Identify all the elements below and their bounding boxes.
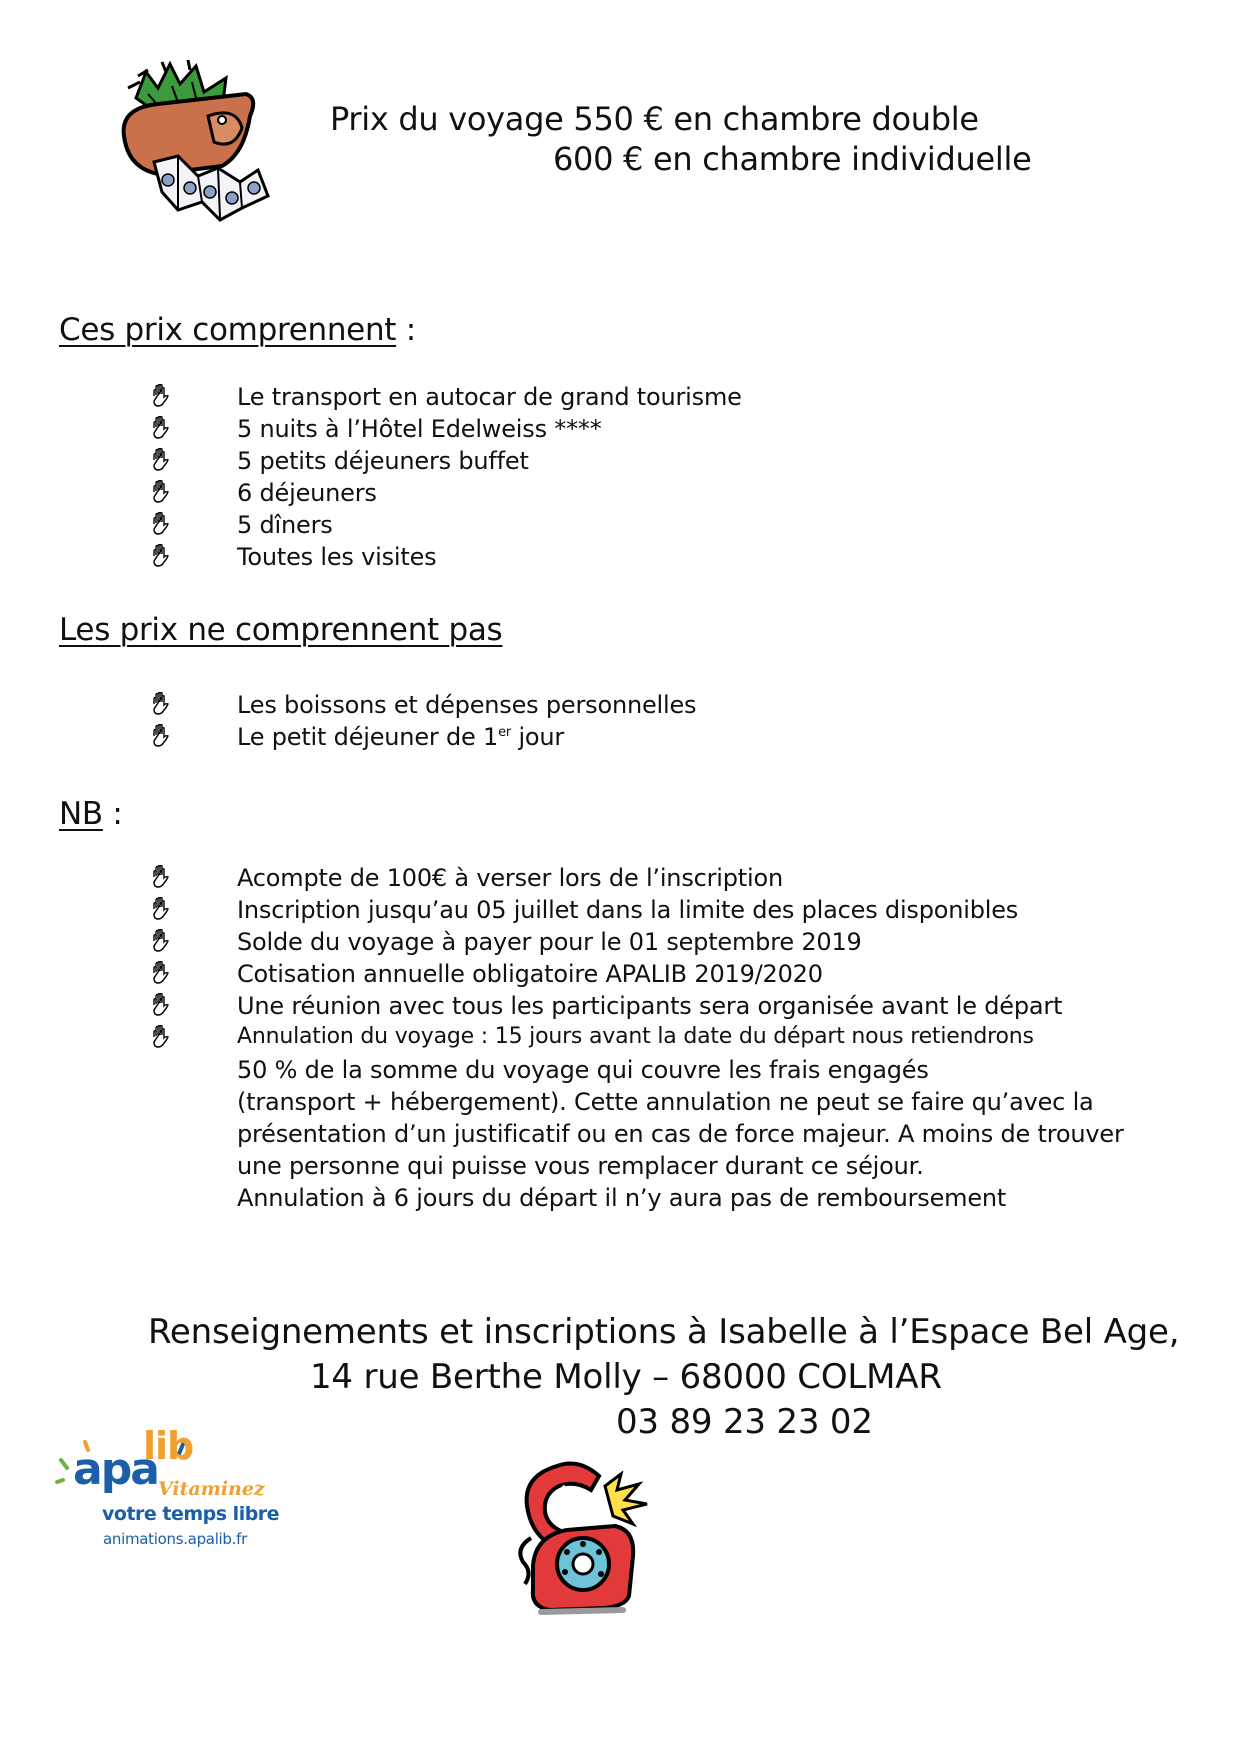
pointing-hand-icon <box>150 897 172 921</box>
apalib-logo <box>55 1424 285 1568</box>
list-item-text: 5 petits déjeuners buffet <box>237 447 529 475</box>
nb-heading-text: NB <box>59 796 103 832</box>
address-line: 14 rue Berthe Molly – 68000 COLMAR <box>310 1357 942 1397</box>
list-item <box>0 511 1240 543</box>
list-item-text <box>237 723 564 751</box>
phone-number: 03 89 23 23 02 <box>616 1402 873 1442</box>
price-single: 600 € en chambre individuelle <box>553 140 1032 178</box>
list-item <box>0 960 1240 992</box>
list-item-text: Les boissons et dépenses personnelles <box>237 691 697 719</box>
list-item-text: Acompte de 100€ à verser lors de l’inscription <box>237 864 783 892</box>
nb-heading <box>59 796 123 832</box>
list-item <box>0 415 1240 447</box>
list-item <box>0 1024 1240 1056</box>
ringing-telephone-icon <box>505 1456 655 1616</box>
pointing-hand-icon <box>150 865 172 889</box>
list-item <box>0 723 1240 755</box>
contact-line: Renseignements et inscriptions à Isabelle à l’Espace Bel Age, <box>148 1312 1180 1352</box>
list-item <box>0 928 1240 960</box>
list-item-text: Une réunion avec tous les participants sera organisée avant le départ <box>237 992 1063 1020</box>
cancellation-line: une personne qui puisse vous remplacer durant ce séjour. <box>237 1152 924 1180</box>
excluded-heading-text: Les prix ne comprennent pas <box>59 612 503 648</box>
logo-url: animations.apalib.fr <box>103 1530 247 1548</box>
ordinal-sup: er <box>498 725 512 740</box>
included-heading-text: Ces prix comprennent <box>59 312 397 348</box>
list-item-text: Solde du voyage à payer pour le 01 septembre 2019 <box>237 928 862 956</box>
cancellation-line: 50 % de la somme du voyage qui couvre les frais engagés <box>237 1056 929 1084</box>
logo-tagline-vitaminez: Vitaminez <box>158 1478 265 1500</box>
list-item <box>0 691 1240 723</box>
pointing-hand-icon <box>150 448 172 472</box>
logo-tagline: votre temps libre <box>102 1503 280 1525</box>
pointing-hand-icon <box>150 544 172 568</box>
list-item <box>0 383 1240 415</box>
pointing-hand-icon <box>150 512 172 536</box>
pointing-hand-icon <box>150 1025 172 1049</box>
logo-apa: apa <box>73 1444 158 1495</box>
price-double: Prix du voyage 550 € en chambre double <box>330 100 979 138</box>
list-item <box>0 543 1240 575</box>
first-breakfast-suffix: jour <box>511 723 565 751</box>
list-item-text: 5 dîners <box>237 511 333 539</box>
wallet-money-icon <box>118 58 286 222</box>
list-item <box>0 992 1240 1024</box>
list-item <box>0 447 1240 479</box>
first-breakfast-text: Le petit déjeuner de 1 <box>237 723 499 751</box>
list-item-text: Le transport en autocar de grand tourisme <box>237 383 742 411</box>
cancellation-line: Annulation à 6 jours du départ il n’y aura pas de remboursement <box>237 1184 1007 1212</box>
pointing-hand-icon <box>150 692 172 716</box>
included-heading <box>59 312 416 348</box>
included-heading-colon: : <box>396 312 416 348</box>
logo-lib: lib <box>143 1424 194 1468</box>
excluded-heading <box>59 612 502 648</box>
list-item-text: 5 nuits à l’Hôtel Edelweiss **** <box>237 415 602 443</box>
list-item <box>0 864 1240 896</box>
list-item <box>0 479 1240 511</box>
list-item-text: Annulation du voyage : 15 jours avant la date du départ nous retiendrons <box>237 1024 1034 1049</box>
list-item-text: Toutes les visites <box>237 543 437 571</box>
pointing-hand-icon <box>150 480 172 504</box>
list-item-text: Inscription jusqu’au 05 juillet dans la limite des places disponibles <box>237 896 1019 924</box>
list-item <box>0 896 1240 928</box>
pointing-hand-icon <box>150 416 172 440</box>
cancellation-line: (transport + hébergement). Cette annulation ne peut se faire qu’avec la <box>237 1088 1094 1116</box>
pointing-hand-icon <box>150 961 172 985</box>
pointing-hand-icon <box>150 384 172 408</box>
list-item-text: 6 déjeuners <box>237 479 377 507</box>
nb-heading-colon: : <box>102 796 123 832</box>
cancellation-line: présentation d’un justificatif ou en cas de force majeur. A moins de trouver <box>237 1120 1124 1148</box>
pointing-hand-icon <box>150 929 172 953</box>
pointing-hand-icon <box>150 993 172 1017</box>
pointing-hand-icon <box>150 724 172 748</box>
list-item-text: Cotisation annuelle obligatoire APALIB 2019/2020 <box>237 960 823 988</box>
